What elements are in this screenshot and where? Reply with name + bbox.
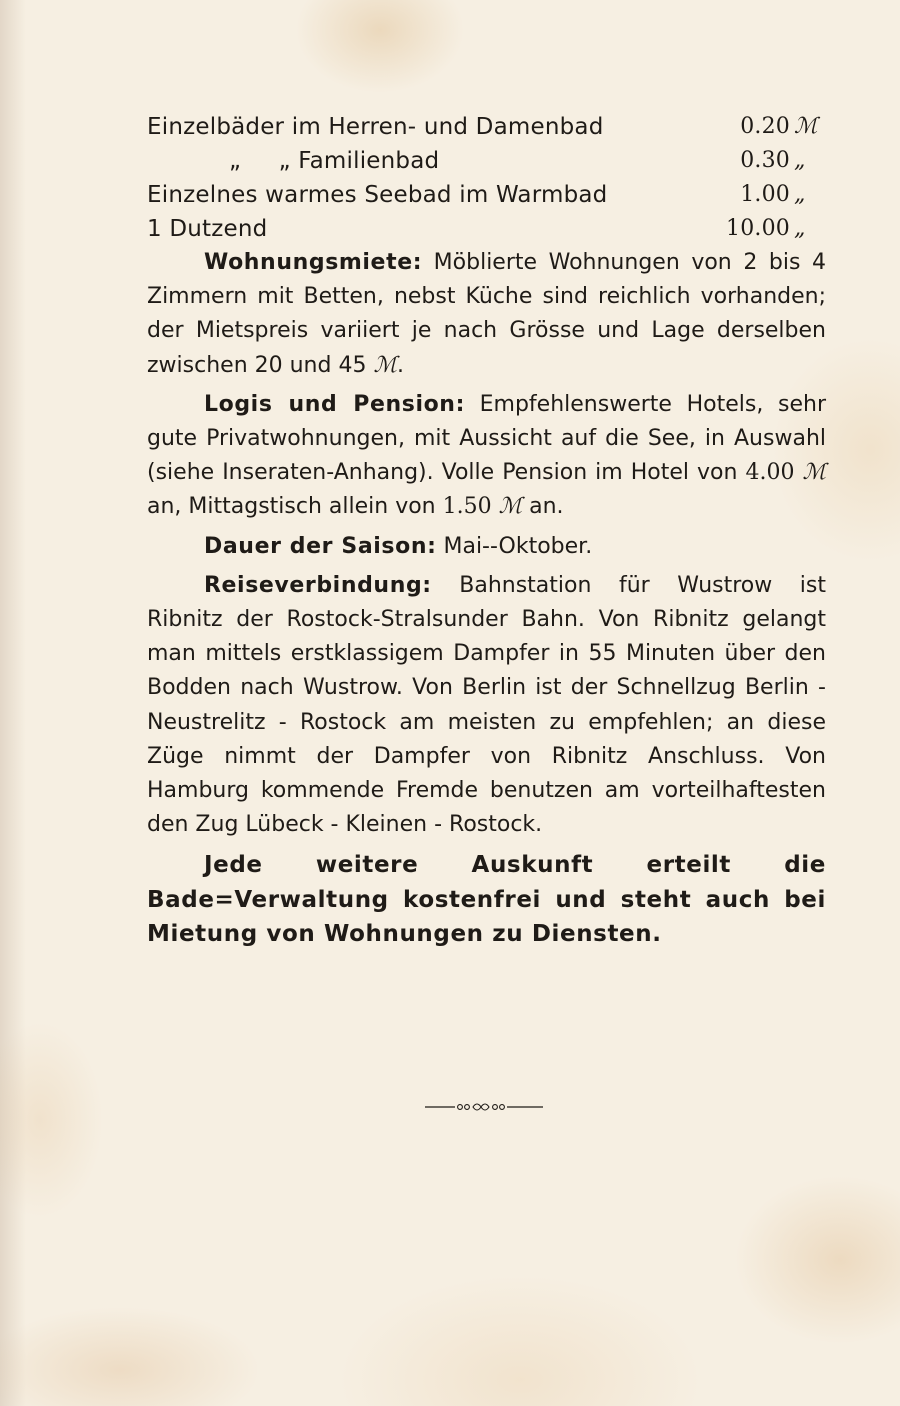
price-value: 10.00 <box>726 216 790 241</box>
price-unit: ℳ <box>794 114 818 139</box>
price-amount: 4.00 <box>745 460 795 486</box>
price-row <box>147 178 826 212</box>
heading-reiseverbindung: Reiseverbindung: <box>204 572 432 598</box>
price-unit: „ <box>794 216 806 241</box>
price-row <box>147 110 826 144</box>
closing-notice: Jede weitere Auskunft erteilt die Bade=Verwaltung kostenfrei und steht auch bei Mietung von Wohnungen zu Diensten. <box>147 852 826 948</box>
body-text: an. <box>522 494 564 520</box>
paragraph-saison <box>147 530 826 564</box>
price-value: 0.20 <box>740 114 790 139</box>
price-label: Einzelbäder im Herren- und Damenbad <box>147 114 604 140</box>
text-block <box>147 110 826 975</box>
body-text: Möblierte Wohnungen von 2 bis 4 Zimmern mit Betten, nebst Küche sind reichlich vorhanden; der Mietspreis variiert je nach Grösse und Lage derselben zwischen 20 und 45 <box>147 250 826 378</box>
body-text: Bahnstation für Wustrow ist Ribnitz der Rostock-Stralsunder Bahn. Von Ribnitz gelangt man mittels erstklassigem Dampfer in 55 Minuten über den Bodden nach Wustrow. Von Berlin ist der Schnellzug Berlin - Neustrelitz - Rostock am meisten zu empfehlen; an diese Züge nimmt der Dampfer von Ribnitz Anschluss. Von Hamburg kommende Fremde benutzen am vorteilhaftesten den Zug Lübeck - Kleinen - Rostock. <box>147 572 826 838</box>
body-text: Mai--Oktober. <box>436 533 593 559</box>
price-row <box>147 212 826 246</box>
price-unit: „ <box>794 148 806 173</box>
price-value: 1.00 <box>740 182 790 207</box>
currency-symbol: ℳ <box>498 494 523 520</box>
heading-saison: Dauer der Saison: <box>204 533 437 559</box>
body-text: . <box>396 352 404 378</box>
heading-logis: Logis und Pension: <box>204 391 465 417</box>
currency-symbol: ℳ <box>802 460 826 486</box>
paragraph-reiseverbindung <box>147 569 826 843</box>
price-unit: „ <box>794 182 806 207</box>
price-list <box>147 110 826 246</box>
price-label: Einzelnes warmes Seebad im Warmbad <box>147 182 608 208</box>
price-label: 1 Dutzend <box>147 216 268 242</box>
currency-symbol: ℳ <box>373 352 397 378</box>
ornament-divider-icon <box>425 1098 543 1116</box>
body-text: Empfehlenswerte Hotels, sehr gute Privatwohnungen, mit Aussicht auf die See, in Auswahl (siehe Inseraten-Anhang). Volle Pension im Hotel von <box>147 391 826 486</box>
price-amount: 1.50 <box>442 494 492 520</box>
paragraph-wohnungsmiete <box>147 246 826 383</box>
price-label: „ „ Familienbad <box>229 148 440 174</box>
heading-wohnungsmiete: Wohnungsmiete: <box>204 250 423 275</box>
price-value: 0.30 <box>740 148 790 173</box>
body-text: an, Mittagstisch allein von <box>147 494 443 520</box>
price-row <box>147 144 826 178</box>
paragraph-logis <box>147 388 826 525</box>
